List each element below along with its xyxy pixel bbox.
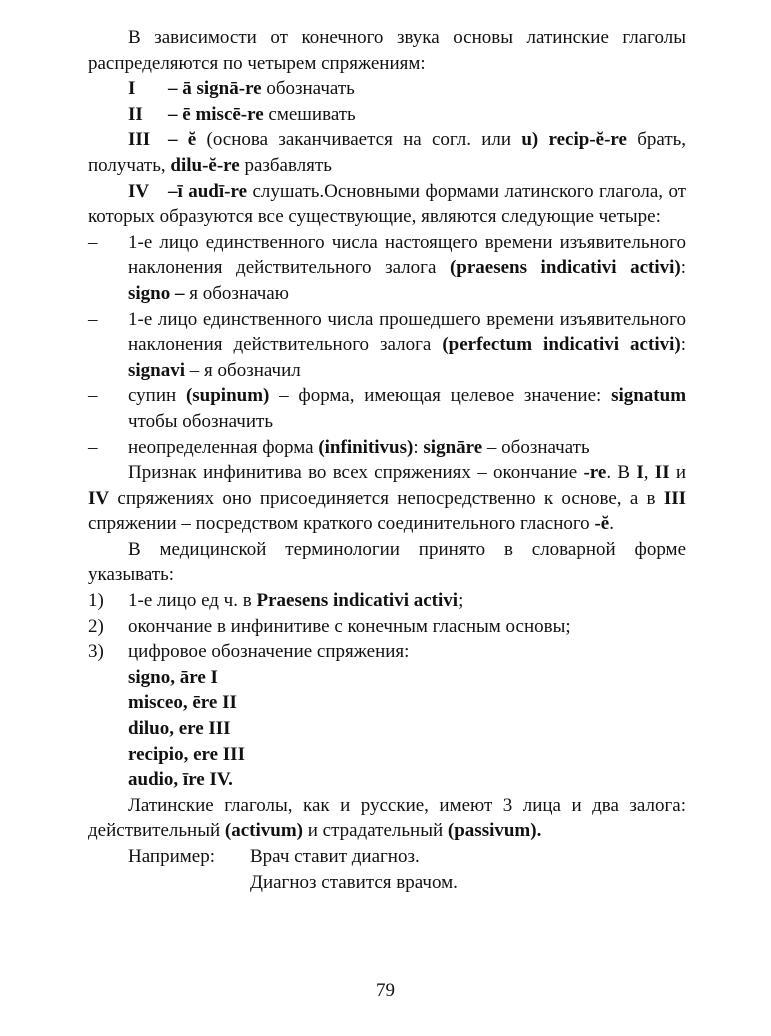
translation: я обозначаю — [189, 282, 289, 304]
text: . В — [606, 462, 631, 484]
dash: – — [189, 359, 200, 381]
translation: разбавлять — [244, 154, 332, 176]
dash: – — [175, 282, 185, 304]
conj-number: II — [128, 103, 143, 125]
verb: signā-re — [196, 78, 262, 100]
translation: обозначать — [501, 436, 590, 458]
dash-marker: – — [88, 436, 98, 458]
latin-word: signatum — [611, 385, 687, 407]
list-number: 2) — [88, 615, 104, 637]
list-number: 3) — [88, 641, 104, 663]
latin-term: (infinitivus) — [318, 436, 414, 458]
text: спряжении – посредством краткого соединительного гласного — [88, 513, 590, 535]
translation: чтобы обозначить — [128, 410, 273, 432]
text: В медицинской терминологии принято в словарной форме указывать: — [88, 538, 686, 586]
stem-vowel: ī — [177, 180, 183, 202]
latin-term: (perfectum indicativi activi) — [442, 334, 681, 356]
translation: смешивать — [268, 103, 356, 125]
text: и страдательный — [307, 820, 444, 842]
punct: ; — [458, 590, 464, 612]
dictionary-form: recipio, ere III — [128, 743, 245, 765]
dictionary-examples — [88, 665, 686, 793]
text: Латинские глаголы, как и русские, имеют 3 лица и два залога: действительный — [88, 794, 686, 842]
conjugation-1 — [88, 76, 686, 102]
dash-marker: – — [88, 385, 98, 407]
dash-marker: – — [88, 231, 98, 253]
list-number: 1) — [88, 590, 104, 612]
dash: – — [168, 103, 178, 125]
note: (основа заканчивается на согл. или — [206, 129, 512, 151]
dash: – — [168, 78, 178, 100]
conj-number: I — [636, 462, 644, 484]
conj-number: IV — [88, 487, 110, 509]
dictionary-list — [88, 588, 686, 665]
text: . — [609, 513, 614, 535]
dash: – — [168, 129, 178, 151]
dictionary-form: audio, īre IV. — [128, 769, 233, 791]
latin-word: signāre — [423, 436, 483, 458]
forms-list — [88, 230, 686, 460]
latin-word: signavi — [128, 359, 186, 381]
verb: audī-re — [188, 180, 247, 202]
punct: : — [680, 334, 686, 356]
conj-number: III — [128, 129, 151, 151]
item-text: цифровое обозначение спряжения: — [128, 641, 410, 663]
list-item — [88, 588, 686, 614]
example-text: Диагноз ставится врачом. — [250, 871, 458, 893]
latin-term: (passivum). — [447, 820, 542, 842]
dictionary-intro — [88, 537, 686, 588]
verb: recip-ĕ-re — [548, 129, 627, 151]
stem-vowel: ā — [182, 78, 192, 100]
item-text: окончание в инфинитиве с конечным гласным основы; — [128, 615, 571, 637]
example-text: Врач ставит диагноз. — [250, 846, 420, 867]
latin-term: Praesens indicativi activi — [256, 590, 459, 612]
stem-vowel: ē — [182, 103, 191, 125]
translation: брать, получать, — [88, 129, 687, 176]
page-number: 79 — [376, 980, 395, 1001]
list-item — [88, 383, 686, 434]
translation: слушать. — [252, 180, 325, 202]
connecting-vowel: -ĕ — [594, 513, 610, 535]
infinitive-paragraph — [88, 460, 686, 537]
dictionary-form: diluo, ere III — [128, 718, 231, 740]
dictionary-form: misceo, ēre II — [128, 692, 237, 714]
stem-vowel: ĕ — [187, 129, 197, 151]
latin-term: (activum) — [224, 820, 303, 842]
conjugation-3 — [88, 127, 686, 178]
translation: я обозначил — [204, 359, 301, 381]
item-text: неопределенная форма — [128, 436, 314, 458]
dash: – — [168, 180, 178, 202]
conj-number: III — [663, 487, 687, 509]
punct: : — [413, 436, 419, 458]
conj-number: I — [128, 78, 136, 100]
item-text: супин — [128, 385, 177, 407]
text: , — [643, 462, 649, 484]
dictionary-form: signo, āre I — [128, 666, 218, 688]
punct: : — [680, 257, 687, 279]
list-item — [88, 435, 686, 461]
translation: обозначать — [266, 78, 355, 100]
conjugation-4 — [88, 179, 686, 230]
item-text: 1-е лицо единственного числа прошедшего времени изъявительного наклонения действительного залога — [128, 308, 686, 356]
item-text: 1-е лицо единственного числа настоящего времени изъявительного наклонения действительного залога — [128, 231, 686, 279]
list-item — [88, 614, 686, 640]
voice-paragraph — [88, 793, 686, 844]
list-item — [88, 639, 686, 665]
intro-text: В зависимости от конечного звука основы латинские глаголы распределяются по четырем спряжениям: — [88, 27, 686, 74]
verb: miscē-re — [195, 103, 264, 125]
text: и — [675, 462, 687, 484]
letter-u: u) — [521, 129, 539, 151]
latin-term: (supinum) — [185, 385, 270, 407]
dash-marker: – — [88, 308, 98, 330]
punct: – форма, имеющая целевое значение: — [279, 385, 602, 407]
page-body — [88, 25, 686, 895]
text: Признак инфинитива во всех спряжениях – окончание — [128, 462, 578, 484]
example-line-2 — [88, 870, 686, 896]
list-item — [88, 307, 686, 384]
example-line-1 — [88, 844, 686, 870]
latin-term: (praesens indicativi activi) — [449, 257, 681, 279]
item-text: 1-е лицо ед ч. в — [128, 590, 252, 612]
main-forms-text: Основными формами латинского глагола, от которых образуются все существующие, являются следующие четыре: — [88, 180, 687, 228]
text: спряжениях оно присоединяется непосредственно к основе, а в — [117, 487, 656, 509]
list-item — [88, 230, 686, 307]
conj-number: II — [654, 462, 670, 484]
example-label: Например: — [128, 846, 215, 867]
conj-number: IV — [128, 180, 150, 202]
dash: – — [486, 436, 497, 458]
verb: dilu-ĕ-re — [170, 154, 240, 176]
conjugation-2 — [88, 102, 686, 128]
ending: -re — [583, 462, 607, 484]
intro-paragraph — [88, 25, 686, 76]
latin-word: signo — [128, 282, 171, 304]
